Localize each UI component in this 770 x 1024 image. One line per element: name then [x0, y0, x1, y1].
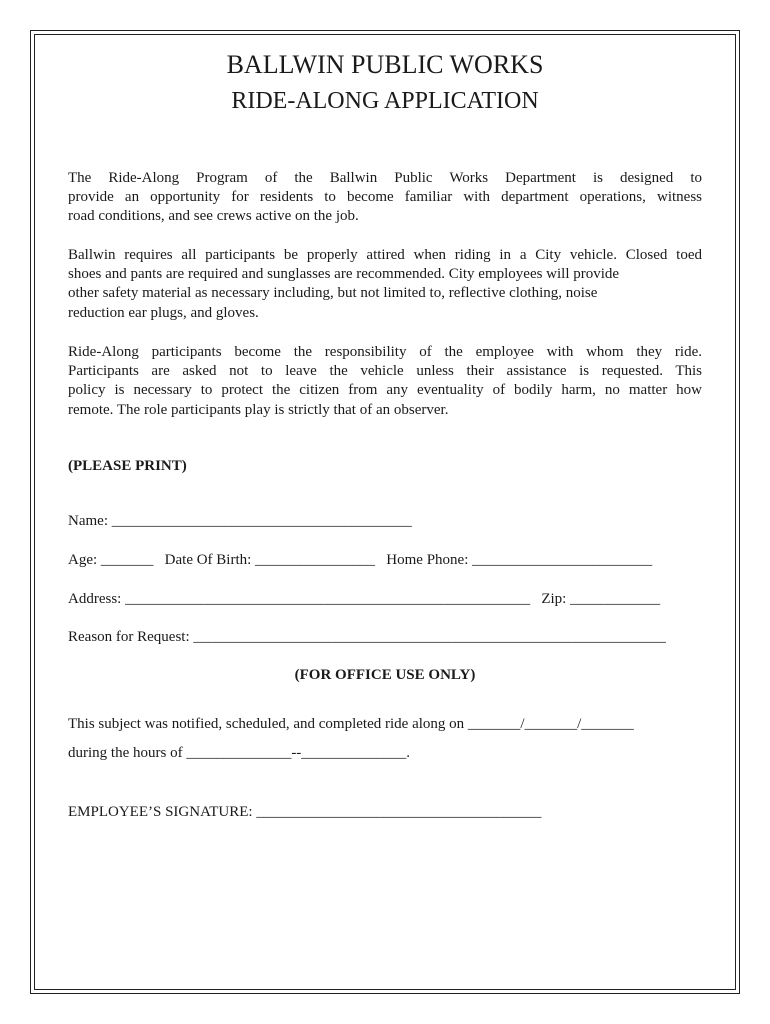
- paragraph-line: Ballwin requires all participants be properly attired when riding in a City vehicle. Closed toed: [68, 247, 702, 263]
- paragraph-line: shoes and pants are required and sunglasses are recommended. City employees will provide: [68, 266, 620, 283]
- paragraph-line: Participants are asked not to leave the vehicle unless their assistance is requested. This: [68, 363, 702, 380]
- ride-completed-date-field: This subject was notified, scheduled, and completed ride along on _______/_______/_______: [68, 716, 634, 732]
- paragraph-line: road conditions, and see crews active on the job.: [68, 208, 359, 225]
- paragraph-line: other safety material as necessary including, but not limited to, reflective clothing, noise: [68, 285, 598, 302]
- ride-hours-field: during the hours of ______________--______________.: [68, 745, 411, 761]
- paragraph-line: reduction ear plugs, and gloves.: [68, 304, 259, 321]
- paragraph-line: remote. The role participants play is strictly that of an observer.: [68, 401, 449, 418]
- document-subtitle: RIDE-ALONG APPLICATION: [231, 88, 539, 114]
- responsibility-paragraph: [68, 343, 702, 420]
- please-print-note: (PLEASE PRINT): [68, 458, 187, 474]
- program-description-paragraph: [68, 169, 702, 227]
- office-use-heading: (FOR OFFICE USE ONLY): [294, 667, 476, 683]
- address-zip-fields: Address: ______________________________________________________ Zip: ____________: [68, 591, 661, 607]
- age-dob-phone-fields: Age: _______ Date Of Birth: ________________ Home Phone: ________________________: [68, 552, 653, 568]
- name-field: Name: ________________________________________: [68, 513, 412, 529]
- paragraph-line: policy is necessary to protect the citizen from any eventuality of bodily harm, no matter how: [68, 382, 702, 399]
- paragraph-line: Ride-Along participants become the responsibility of the employee with whom they ride.: [68, 344, 702, 360]
- document-title: BALLWIN PUBLIC WORKS: [226, 50, 544, 79]
- paragraph-line: provide an opportunity for residents to become familiar with department operations, witness: [68, 189, 702, 206]
- attire-requirements-paragraph: [68, 246, 702, 323]
- employee-signature-field: EMPLOYEE’S SIGNATURE: ______________________________________: [68, 804, 542, 820]
- reason-for-request-field: Reason for Request: _______________________________________________________________: [68, 629, 666, 645]
- paragraph-line: The Ride-Along Program of the Ballwin Public Works Department is designed to: [68, 170, 702, 186]
